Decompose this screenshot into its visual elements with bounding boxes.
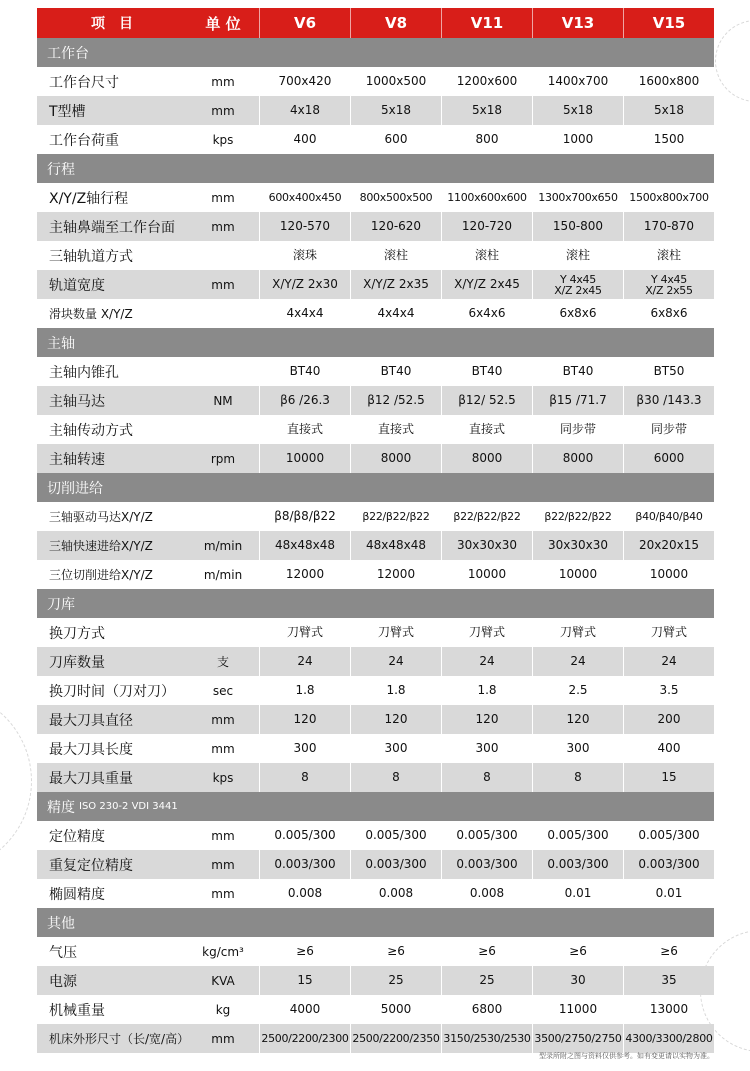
table-row xyxy=(37,821,714,850)
table-row xyxy=(37,415,714,444)
value-cell: β12 /52.5 xyxy=(350,386,441,415)
value-cell: 同步带 xyxy=(532,415,623,444)
value-cell: BT40 xyxy=(532,357,623,386)
value-cell: 1100x600x600 xyxy=(441,183,532,212)
value-cell: 0.003/300 xyxy=(350,850,441,879)
value-cell: 0.005/300 xyxy=(532,821,623,850)
value-cell: 300 xyxy=(350,734,441,763)
value-cell: 400 xyxy=(259,125,350,154)
value-cell: 600x400x450 xyxy=(259,183,350,212)
value-cell: 4000 xyxy=(259,995,350,1024)
row-unit xyxy=(187,299,259,328)
row-unit xyxy=(187,357,259,386)
row-label: 三位切削进给X/Y/Z xyxy=(49,568,153,582)
table-header-row xyxy=(37,8,714,38)
row-label: 主轴传动方式 xyxy=(49,422,133,439)
value-cell: 10000 xyxy=(259,444,350,473)
value-cell: 120-720 xyxy=(441,212,532,241)
section-title: 行程 xyxy=(47,161,75,178)
value-cell: ≥6 xyxy=(441,937,532,966)
header-model: V8 xyxy=(350,8,441,38)
value-cell: 滚柱 xyxy=(441,241,532,270)
row-unit: KVA xyxy=(211,973,235,988)
value-cell: 0.008 xyxy=(441,879,532,908)
row-unit: mm xyxy=(211,74,235,89)
value-cell: β15 /71.7 xyxy=(532,386,623,415)
value-cell: 1.8 xyxy=(350,676,441,705)
value-cell: 1000x500 xyxy=(350,67,441,96)
header-model: V6 xyxy=(259,8,350,38)
value-cell: X/Y/Z 2x30 xyxy=(259,270,350,299)
value-cell: 25 xyxy=(441,966,532,995)
value-cell: 0.005/300 xyxy=(259,821,350,850)
section-header xyxy=(37,473,714,502)
value-cell: 11000 xyxy=(532,995,623,1024)
table-row xyxy=(37,937,714,966)
row-label: 滑块数量 X/Y/Z xyxy=(49,307,133,321)
row-label: 主轴鼻端至工作台面 xyxy=(49,219,175,236)
header-model: V15 xyxy=(623,8,714,38)
value-cell: 120 xyxy=(259,705,350,734)
value-cell: 8 xyxy=(259,763,350,792)
value-cell: 直接式 xyxy=(259,415,350,444)
row-unit: m/min xyxy=(203,567,243,582)
row-label: 轨道宽度 xyxy=(49,277,105,294)
value-cell: 刀臂式 xyxy=(623,618,714,647)
table-row xyxy=(37,270,714,299)
value-cell: 120 xyxy=(532,705,623,734)
value-cell: 1500x800x700 xyxy=(623,183,714,212)
table-row xyxy=(37,734,714,763)
value-cell: 170-870 xyxy=(623,212,714,241)
value-cell: 同步带 xyxy=(623,415,714,444)
table-row xyxy=(37,676,714,705)
row-unit: mm xyxy=(211,277,235,292)
value-cell: 15 xyxy=(623,763,714,792)
section-title: 主轴 xyxy=(47,335,75,352)
value-cell: 24 xyxy=(441,647,532,676)
table-row xyxy=(37,705,714,734)
value-cell: 直接式 xyxy=(350,415,441,444)
value-cell: 30x30x30 xyxy=(441,531,532,560)
value-cell: BT40 xyxy=(350,357,441,386)
value-cell: 300 xyxy=(441,734,532,763)
row-label: 机械重量 xyxy=(49,1002,105,1019)
row-unit: mm xyxy=(211,857,235,872)
value-cell: 400 xyxy=(623,734,714,763)
value-cell: 300 xyxy=(259,734,350,763)
value-cell: 1.8 xyxy=(259,676,350,705)
row-label: 三轴驱动马达X/Y/Z xyxy=(49,510,153,524)
value-cell: 300 xyxy=(532,734,623,763)
value-cell: 6800 xyxy=(441,995,532,1024)
value-cell: 1.8 xyxy=(441,676,532,705)
footnote: 型录所附之图与资料仅供参考。如有变更请以实物为准。 xyxy=(539,1052,714,1060)
value-cell: 4300/3300/2800 xyxy=(623,1024,714,1053)
value-cell: 6000 xyxy=(623,444,714,473)
row-label: 主轴内锥孔 xyxy=(49,364,119,381)
row-label: T型槽 xyxy=(49,103,86,120)
value-cell: 5x18 xyxy=(441,96,532,125)
value-cell: 5x18 xyxy=(532,96,623,125)
value-cell: 6x8x6 xyxy=(623,299,714,328)
value-cell: 24 xyxy=(623,647,714,676)
row-unit: kg/cm³ xyxy=(202,944,244,959)
value-cell: 0.01 xyxy=(532,879,623,908)
value-cell: 10000 xyxy=(441,560,532,589)
value-cell: β6 /26.3 xyxy=(259,386,350,415)
row-unit xyxy=(187,241,259,270)
value-cell: 滚柱 xyxy=(532,241,623,270)
section-header xyxy=(37,328,714,357)
section-header xyxy=(37,908,714,937)
row-unit: mm xyxy=(211,712,235,727)
header-model: V13 xyxy=(532,8,623,38)
value-cell: ≥6 xyxy=(259,937,350,966)
row-label: 重复定位精度 xyxy=(49,857,133,874)
row-label: 椭圆精度 xyxy=(49,886,105,903)
row-unit: rpm xyxy=(210,451,236,466)
value-cell: 150-800 xyxy=(532,212,623,241)
value-cell: 48x48x48 xyxy=(259,531,350,560)
value-cell: 8 xyxy=(350,763,441,792)
value-cell: 8 xyxy=(532,763,623,792)
value-cell: 35 xyxy=(623,966,714,995)
value-cell: 120 xyxy=(350,705,441,734)
row-label: 最大刀具重量 xyxy=(49,770,133,787)
value-cell: 0.005/300 xyxy=(441,821,532,850)
section-title: 刀库 xyxy=(47,596,75,613)
table-row xyxy=(37,1024,714,1053)
value-cell: 5x18 xyxy=(623,96,714,125)
value-cell: 2.5 xyxy=(532,676,623,705)
value-cell: 8 xyxy=(441,763,532,792)
value-cell: 20x20x15 xyxy=(623,531,714,560)
row-label: 刀库数量 xyxy=(49,654,105,671)
value-cell: 3150/2530/2530 xyxy=(441,1024,532,1053)
row-unit: mm xyxy=(211,219,235,234)
row-label: 工作台尺寸 xyxy=(49,74,119,91)
value-cell: ≥6 xyxy=(350,937,441,966)
table-row xyxy=(37,357,714,386)
table-row xyxy=(37,212,714,241)
value-cell: 120-620 xyxy=(350,212,441,241)
value-cell: 3500/2750/2750 xyxy=(532,1024,623,1053)
value-cell: 8000 xyxy=(441,444,532,473)
table-row xyxy=(37,879,714,908)
value-cell: 刀臂式 xyxy=(350,618,441,647)
value-cell: BT40 xyxy=(441,357,532,386)
value-cell: 30x30x30 xyxy=(532,531,623,560)
value-cell: BT40 xyxy=(259,357,350,386)
row-label: 气压 xyxy=(49,944,77,961)
row-unit: mm xyxy=(211,886,235,901)
value-cell: 8000 xyxy=(532,444,623,473)
value-cell: 0.01 xyxy=(623,879,714,908)
row-unit xyxy=(187,415,259,444)
value-cell: Y 4x45 X/Z 2x55 xyxy=(623,270,714,299)
value-cell: 24 xyxy=(532,647,623,676)
section-header xyxy=(37,154,714,183)
table-row xyxy=(37,531,714,560)
row-unit: sec xyxy=(212,683,234,698)
row-label: 三轴快速进给X/Y/Z xyxy=(49,539,153,553)
section-header xyxy=(37,589,714,618)
value-cell: 13000 xyxy=(623,995,714,1024)
value-cell: Y 4x45 X/Z 2x45 xyxy=(532,270,623,299)
value-cell: 4x18 xyxy=(259,96,350,125)
value-cell: β8/β8/β22 xyxy=(259,502,350,531)
decorative-circle xyxy=(0,690,32,872)
value-cell: 700x420 xyxy=(259,67,350,96)
value-cell: 3.5 xyxy=(623,676,714,705)
row-label: 换刀时间（刀对刀） xyxy=(49,683,175,700)
table-row xyxy=(37,647,714,676)
value-cell: 120 xyxy=(441,705,532,734)
value-cell: 1300x700x650 xyxy=(532,183,623,212)
table-row xyxy=(37,502,714,531)
row-label: 工作台荷重 xyxy=(49,132,119,149)
value-cell: β12/ 52.5 xyxy=(441,386,532,415)
value-cell: 0.003/300 xyxy=(441,850,532,879)
value-cell: 12000 xyxy=(350,560,441,589)
value-cell: 直接式 xyxy=(441,415,532,444)
value-cell: 24 xyxy=(259,647,350,676)
value-cell: 滚珠 xyxy=(259,241,350,270)
row-unit xyxy=(187,618,259,647)
section-subtitle: ISO 230-2 VDI 3441 xyxy=(79,801,178,812)
section-title: 精度 xyxy=(47,799,75,816)
value-cell: 800 xyxy=(441,125,532,154)
value-cell: 4x4x4 xyxy=(350,299,441,328)
value-cell: 1200x600 xyxy=(441,67,532,96)
table-row xyxy=(37,96,714,125)
value-cell: 6x8x6 xyxy=(532,299,623,328)
table-row xyxy=(37,560,714,589)
table-row xyxy=(37,183,714,212)
row-unit: kg xyxy=(215,1002,231,1017)
value-cell: 0.003/300 xyxy=(623,850,714,879)
row-unit: mm xyxy=(211,741,235,756)
table-row xyxy=(37,67,714,96)
value-cell: 10000 xyxy=(532,560,623,589)
value-cell: 1000 xyxy=(532,125,623,154)
value-cell: 1500 xyxy=(623,125,714,154)
value-cell: 10000 xyxy=(623,560,714,589)
value-cell: β22/β22/β22 xyxy=(441,502,532,531)
value-cell: 5x18 xyxy=(350,96,441,125)
value-cell: 刀臂式 xyxy=(532,618,623,647)
row-unit: kps xyxy=(212,132,234,147)
value-cell: 48x48x48 xyxy=(350,531,441,560)
row-unit: mm xyxy=(211,103,235,118)
header-unit: 单 位 xyxy=(205,14,241,33)
row-label: 定位精度 xyxy=(49,828,105,845)
row-unit: NM xyxy=(213,393,233,408)
row-label: X/Y/Z轴行程 xyxy=(49,190,129,207)
value-cell: β22/β22/β22 xyxy=(532,502,623,531)
value-cell: 0.005/300 xyxy=(350,821,441,850)
value-cell: 1600x800 xyxy=(623,67,714,96)
value-cell: 2500/2200/2300 xyxy=(259,1024,350,1053)
value-cell: ≥6 xyxy=(623,937,714,966)
spec-table xyxy=(37,8,714,1053)
section-title: 工作台 xyxy=(47,45,89,62)
row-label: 最大刀具直径 xyxy=(49,712,133,729)
value-cell: β40/β40/β40 xyxy=(623,502,714,531)
value-cell: X/Y/Z 2x45 xyxy=(441,270,532,299)
value-cell: 200 xyxy=(623,705,714,734)
value-cell: 0.008 xyxy=(259,879,350,908)
table-row xyxy=(37,386,714,415)
row-label: 换刀方式 xyxy=(49,625,105,642)
table-row xyxy=(37,966,714,995)
value-cell: BT50 xyxy=(623,357,714,386)
section-header xyxy=(37,792,714,821)
value-cell: ≥6 xyxy=(532,937,623,966)
header-model: V11 xyxy=(441,8,532,38)
table-row xyxy=(37,241,714,270)
value-cell: 15 xyxy=(259,966,350,995)
value-cell: 6x4x6 xyxy=(441,299,532,328)
row-unit: m/min xyxy=(203,538,243,553)
value-cell: 滚柱 xyxy=(623,241,714,270)
table-row xyxy=(37,618,714,647)
table-row xyxy=(37,125,714,154)
value-cell: 120-570 xyxy=(259,212,350,241)
decorative-circle xyxy=(715,20,750,102)
row-label: 机床外形尺寸（长/宽/高） xyxy=(49,1032,190,1046)
row-label: 电源 xyxy=(49,973,77,990)
value-cell: 25 xyxy=(350,966,441,995)
row-unit xyxy=(187,502,259,531)
value-cell: 1400x700 xyxy=(532,67,623,96)
value-cell: 0.003/300 xyxy=(259,850,350,879)
table-row xyxy=(37,444,714,473)
table-row xyxy=(37,995,714,1024)
value-cell: 2500/2200/2350 xyxy=(350,1024,441,1053)
table-row xyxy=(37,763,714,792)
row-unit: mm xyxy=(211,190,235,205)
value-cell: β22/β22/β22 xyxy=(350,502,441,531)
row-unit: mm xyxy=(211,1031,235,1046)
value-cell: 0.003/300 xyxy=(532,850,623,879)
table-row xyxy=(37,850,714,879)
row-unit: 支 xyxy=(216,655,229,669)
value-cell: 5000 xyxy=(350,995,441,1024)
value-cell: 刀臂式 xyxy=(259,618,350,647)
value-cell: 24 xyxy=(350,647,441,676)
section-title: 其他 xyxy=(47,915,75,932)
value-cell: 600 xyxy=(350,125,441,154)
row-unit: mm xyxy=(211,828,235,843)
value-cell: 4x4x4 xyxy=(259,299,350,328)
row-label: 主轴转速 xyxy=(49,451,105,468)
value-cell: 800x500x500 xyxy=(350,183,441,212)
value-cell: 30 xyxy=(532,966,623,995)
row-label: 三轴轨道方式 xyxy=(49,248,133,265)
value-cell: 8000 xyxy=(350,444,441,473)
header-item: 项 目 xyxy=(91,16,133,32)
value-cell: 0.008 xyxy=(350,879,441,908)
section-title: 切削进给 xyxy=(47,480,103,497)
row-unit: kps xyxy=(212,770,234,785)
value-cell: 刀臂式 xyxy=(441,618,532,647)
value-cell: β30 /143.3 xyxy=(623,386,714,415)
row-label: 主轴马达 xyxy=(49,393,105,410)
value-cell: X/Y/Z 2x35 xyxy=(350,270,441,299)
row-label: 最大刀具长度 xyxy=(49,741,133,758)
section-header xyxy=(37,38,714,67)
table-row xyxy=(37,299,714,328)
value-cell: 12000 xyxy=(259,560,350,589)
value-cell: 滚柱 xyxy=(350,241,441,270)
value-cell: 0.005/300 xyxy=(623,821,714,850)
